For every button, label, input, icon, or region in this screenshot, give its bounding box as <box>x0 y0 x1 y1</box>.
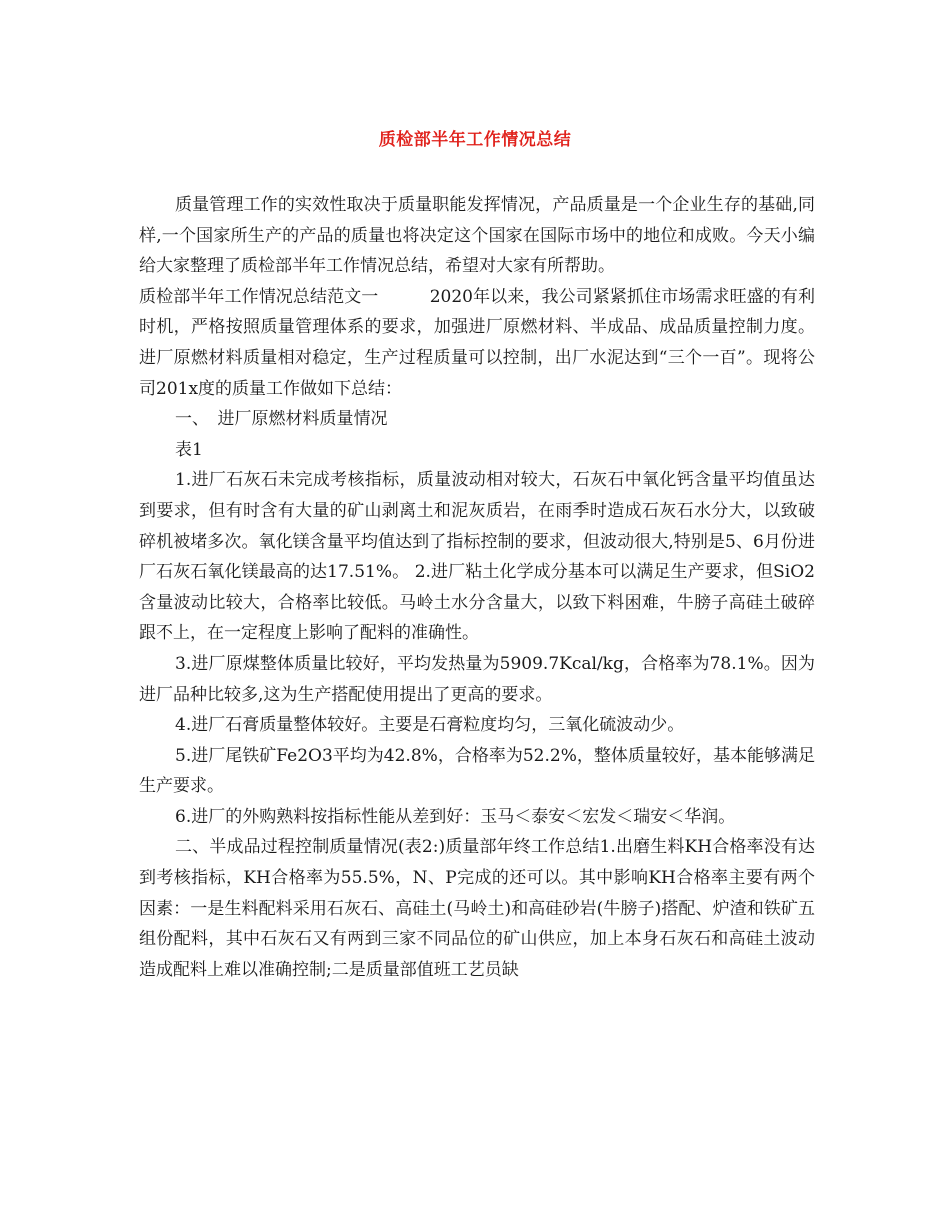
table-label: 表1 <box>175 439 203 460</box>
paragraph-item-3: 3.进厂原煤整体质量比较好，平均发热量为5909.7Kcal/kg，合格率为78.1%。因为进厂品种比较多,这为生产搭配使用提出了更高的要求。 <box>139 653 815 705</box>
paragraph-item-5: 5.进厂尾铁矿Fe2O3平均为42.8%，合格率为52.2%，整体质量较好，基本能够满足生产要求。 <box>139 745 815 797</box>
paragraph-sample-one: 质检部半年工作情况总结范文一 2020年以来，我公司紧紧抓住市场需求旺盛的有利时机，严格按照质量管理体系的要求，加强进厂原燃材料、半成品、成品质量控制力度。进厂原燃材料质量相对稳定，生产过程质量可以控制，出厂水泥达到“三个一百”。现将公司201x度的质量工作做如下总结： <box>139 286 815 399</box>
paragraph-item-4: 4.进厂石膏质量整体较好。主要是石膏粒度均匀，三氧化硫波动少。 <box>175 715 685 736</box>
paragraph-intro: 质量管理工作的实效性取决于质量职能发挥情况，产品质量是一个企业生存的基础,同样,一个国家所生产的产品的质量也将决定这个国家在国际市场中的地位和成败。今天小编给大家整理了质检部半年工作情况总结，希望对大家有所帮助。 <box>139 195 815 277</box>
document-title: 质检部半年工作情况总结 <box>378 130 572 150</box>
document-body <box>139 190 815 985</box>
paragraph-item-1-2: 1.进厂石灰石未完成考核指标，质量波动相对较大，石灰石中氧化钙含量平均值虽达到要求，但有时含有大量的矿山剥离土和泥灰质岩，在雨季时造成石灰石水分大，以致破碎机被堵多次。氧化镁含量平均值达到了指标控制的要求，但波动很大,特别是5、6月份进厂石灰石氧化镁最高的达17.51%。 2.进厂粘土化学成分基本可以满足生产要求，但SiO2含量波动比较大，合格率比较低。马岭土水分含量大，以致下料困难，牛膀子高硅土破碎跟不上，在一定程度上影响了配料的准确性。 <box>139 470 815 644</box>
paragraph-item-6: 6.进厂的外购熟料按指标性能从差到好：玉马＜泰安＜宏发＜瑞安＜华润。 <box>175 806 736 827</box>
paragraph-section-two: 二、半成品过程控制质量情况(表2:)质量部年终工作总结1.出磨生料KH合格率没有达到考核指标，KH合格率为55.5%，N、P完成的还可以。其中影响KH合格率主要有两个因素：一是生料配料采用石灰石、高硅土(马岭土)和高硅砂岩(牛膀子)搭配、炉渣和铁矿五组份配料，其中石灰石又有两到三家不同品位的矿山供应，加上本身石灰石和高硅土波动造成配料上难以准确控制;二是质量部值班工艺员缺 <box>139 837 815 980</box>
section-heading-raw-materials: 一、 进厂原燃材料质量情况 <box>175 409 388 430</box>
